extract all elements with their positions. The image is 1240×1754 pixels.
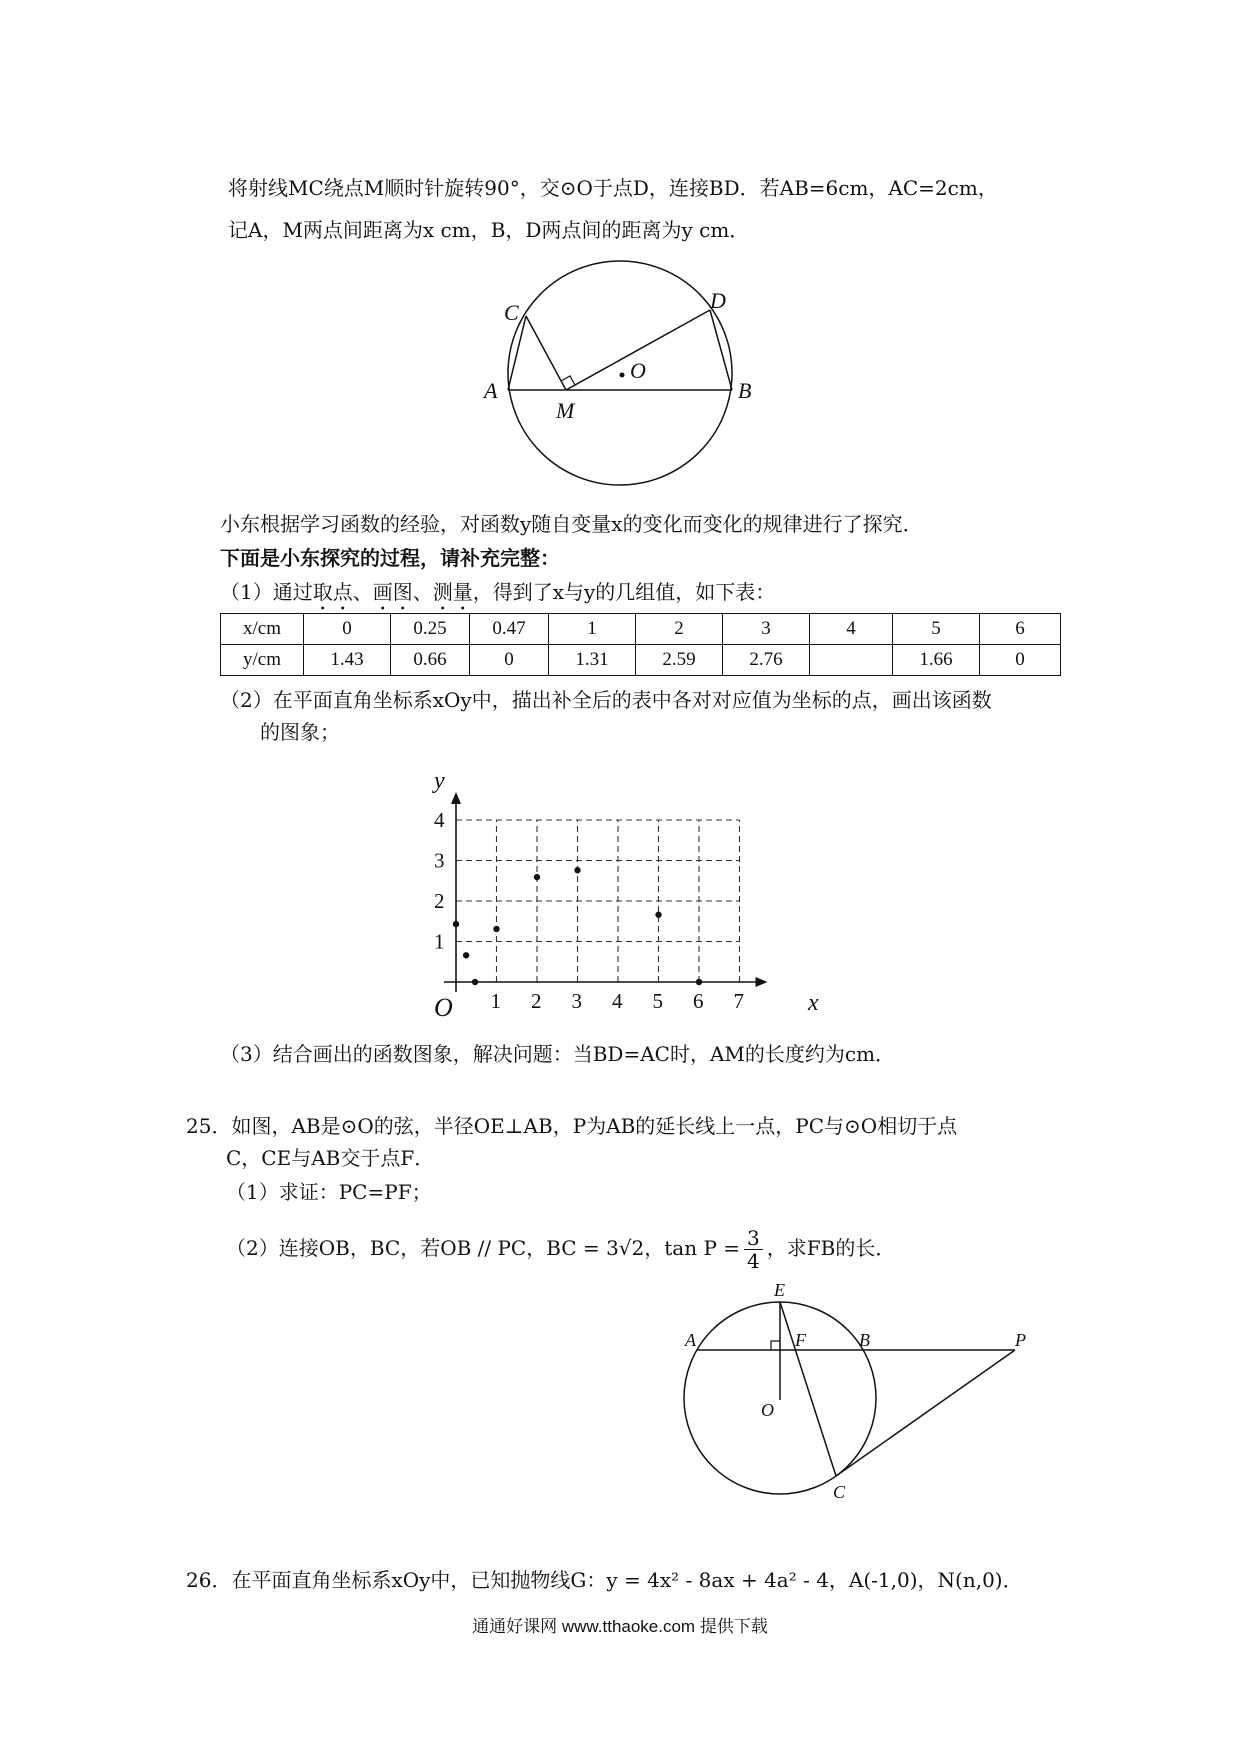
table-cell: 0.25 <box>391 614 470 645</box>
table-cell: y/cm <box>221 645 304 676</box>
table-cell: 0 <box>980 645 1061 676</box>
label-a: A <box>484 378 498 403</box>
y-tick-label: 4 <box>434 808 445 832</box>
table-cell: 0 <box>470 645 549 676</box>
label-c2: C <box>833 1482 846 1502</box>
segment-ac <box>508 316 526 390</box>
circle-figure-1 <box>470 258 770 498</box>
data-point <box>655 912 661 918</box>
part2-text-a: （2）连接OB，BC，若OB // PC，BC = 3√2，tan P = <box>226 1236 741 1260</box>
table-cell: x/cm <box>221 614 304 645</box>
y-tick-label: 3 <box>434 848 445 873</box>
intro-line-2: 记A，M两点间距离为x cm，B，D两点间的距离为y cm． <box>228 218 750 242</box>
y-axis-arrow <box>451 792 461 804</box>
table-row-x <box>221 614 1061 645</box>
q25-part-1: （1）求证：PC=PF； <box>226 1180 432 1204</box>
label-o: O <box>630 358 646 383</box>
label-e: E <box>774 1280 785 1300</box>
label-m: M <box>556 398 575 423</box>
x-tick-label: 5 <box>652 989 663 1013</box>
part2-text-b: ，求FB的长． <box>766 1236 896 1260</box>
table-cell: 2 <box>636 614 723 645</box>
table-cell: 1 <box>549 614 636 645</box>
x-tick-label: 1 <box>490 989 501 1013</box>
segment-cm <box>526 316 566 390</box>
label-b2: B <box>859 1330 870 1350</box>
footer-credit: 通通好课网 www.tthaoke.com 提供下载 <box>472 1617 768 1636</box>
table-cell-blank <box>810 645 893 676</box>
q25-line-2: C，CE与AB交于点F． <box>226 1146 435 1170</box>
step1-prefix: （1）通过 <box>220 580 313 604</box>
x-tick-label: 2 <box>531 989 542 1013</box>
table-cell: 3 <box>723 614 810 645</box>
label-f: F <box>795 1330 806 1350</box>
fraction-denominator: 4 <box>747 1249 760 1273</box>
data-point <box>463 952 469 958</box>
x-tick-label: 3 <box>571 989 582 1013</box>
table-cell: 0.66 <box>391 645 470 676</box>
step3-line: （3）结合画出的函数图象，解决问题：当BD=AC时，AM的长度约为cm． <box>220 1042 896 1066</box>
explore-step-1 <box>220 578 775 615</box>
q25-part-2 <box>226 1224 895 1272</box>
table-cell: 1.43 <box>304 645 391 676</box>
table-cell: 0.47 <box>470 614 549 645</box>
label-b: B <box>738 378 752 403</box>
coordinate-chart <box>420 760 840 1030</box>
value-table <box>220 613 1061 676</box>
circle-figure-2 <box>675 1270 1045 1510</box>
q26-line: 26．在平面直角坐标系xOy中，已知抛物线G：y = 4x² - 8ax + 4a² - 4，A(-1,0)，N(n,0)． <box>186 1568 1023 1592</box>
q25-line-1: 25．如图，AB是⊙O的弦，半径OE⊥AB，P为AB的延长线上一点，PC与⊙O相切于点 <box>186 1114 958 1138</box>
label-d: D <box>710 288 726 313</box>
table-cell: 2.76 <box>723 645 810 676</box>
data-point <box>493 926 499 932</box>
right-angle-mark-2 <box>771 1341 780 1350</box>
segment-ec <box>780 1302 836 1476</box>
x-tick-label: 7 <box>733 989 744 1013</box>
fraction-numerator: 3 <box>744 1227 763 1250</box>
x-axis-label: x <box>808 990 819 1016</box>
data-point <box>574 867 580 873</box>
table-cell: 6 <box>980 614 1061 645</box>
table-cell: 5 <box>893 614 980 645</box>
label-c: C <box>504 300 519 325</box>
circle-o <box>508 261 732 485</box>
data-point <box>534 874 540 880</box>
table-cell: 1.66 <box>893 645 980 676</box>
table-cell: 2.59 <box>636 645 723 676</box>
x-tick-label: 6 <box>693 989 704 1013</box>
explore-line-1: 小东根据学习函数的经验，对函数y随自变量x的变化而变化的规律进行了探究． <box>220 512 923 536</box>
center-dot <box>620 373 625 378</box>
y-tick-label: 2 <box>434 889 445 913</box>
step1-suffix: ，得到了x与y的几组值，如下表： <box>472 580 776 604</box>
data-point <box>472 979 478 985</box>
x-axis-arrow <box>756 977 768 987</box>
y-tick-label: 1 <box>434 929 445 954</box>
table-row-y <box>221 645 1061 676</box>
table-cell: 1.31 <box>549 645 636 676</box>
label-o2: O <box>761 1400 774 1420</box>
explore-line-2: 下面是小东探究的过程，请补充完整： <box>220 546 560 570</box>
intro-line-1: 将射线MC绕点M顺时针旋转90°，交⊙O于点D，连接BD．若AB=6cm，AC=2cm， <box>228 176 998 200</box>
tan-fraction <box>744 1227 763 1272</box>
step1-dotted-text: 取点、画图、测量 <box>312 580 473 604</box>
table-cell: 0 <box>304 614 391 645</box>
x-tick-label: 4 <box>612 989 623 1013</box>
label-p: P <box>1015 1330 1026 1350</box>
table-cell: 4 <box>810 614 893 645</box>
origin-label: O <box>434 993 453 1022</box>
y-axis-label: y <box>434 768 445 794</box>
step2-line-2: 的图象； <box>260 720 340 744</box>
tangent-pc <box>836 1350 1015 1476</box>
label-a2: A <box>685 1330 696 1350</box>
data-point <box>453 921 459 927</box>
step2-line-1: （2）在平面直角坐标系xOy中，描出补全后的表中各对对应值为坐标的点，画出该函数 <box>220 688 992 712</box>
data-point <box>696 979 702 985</box>
segment-db <box>710 310 732 390</box>
